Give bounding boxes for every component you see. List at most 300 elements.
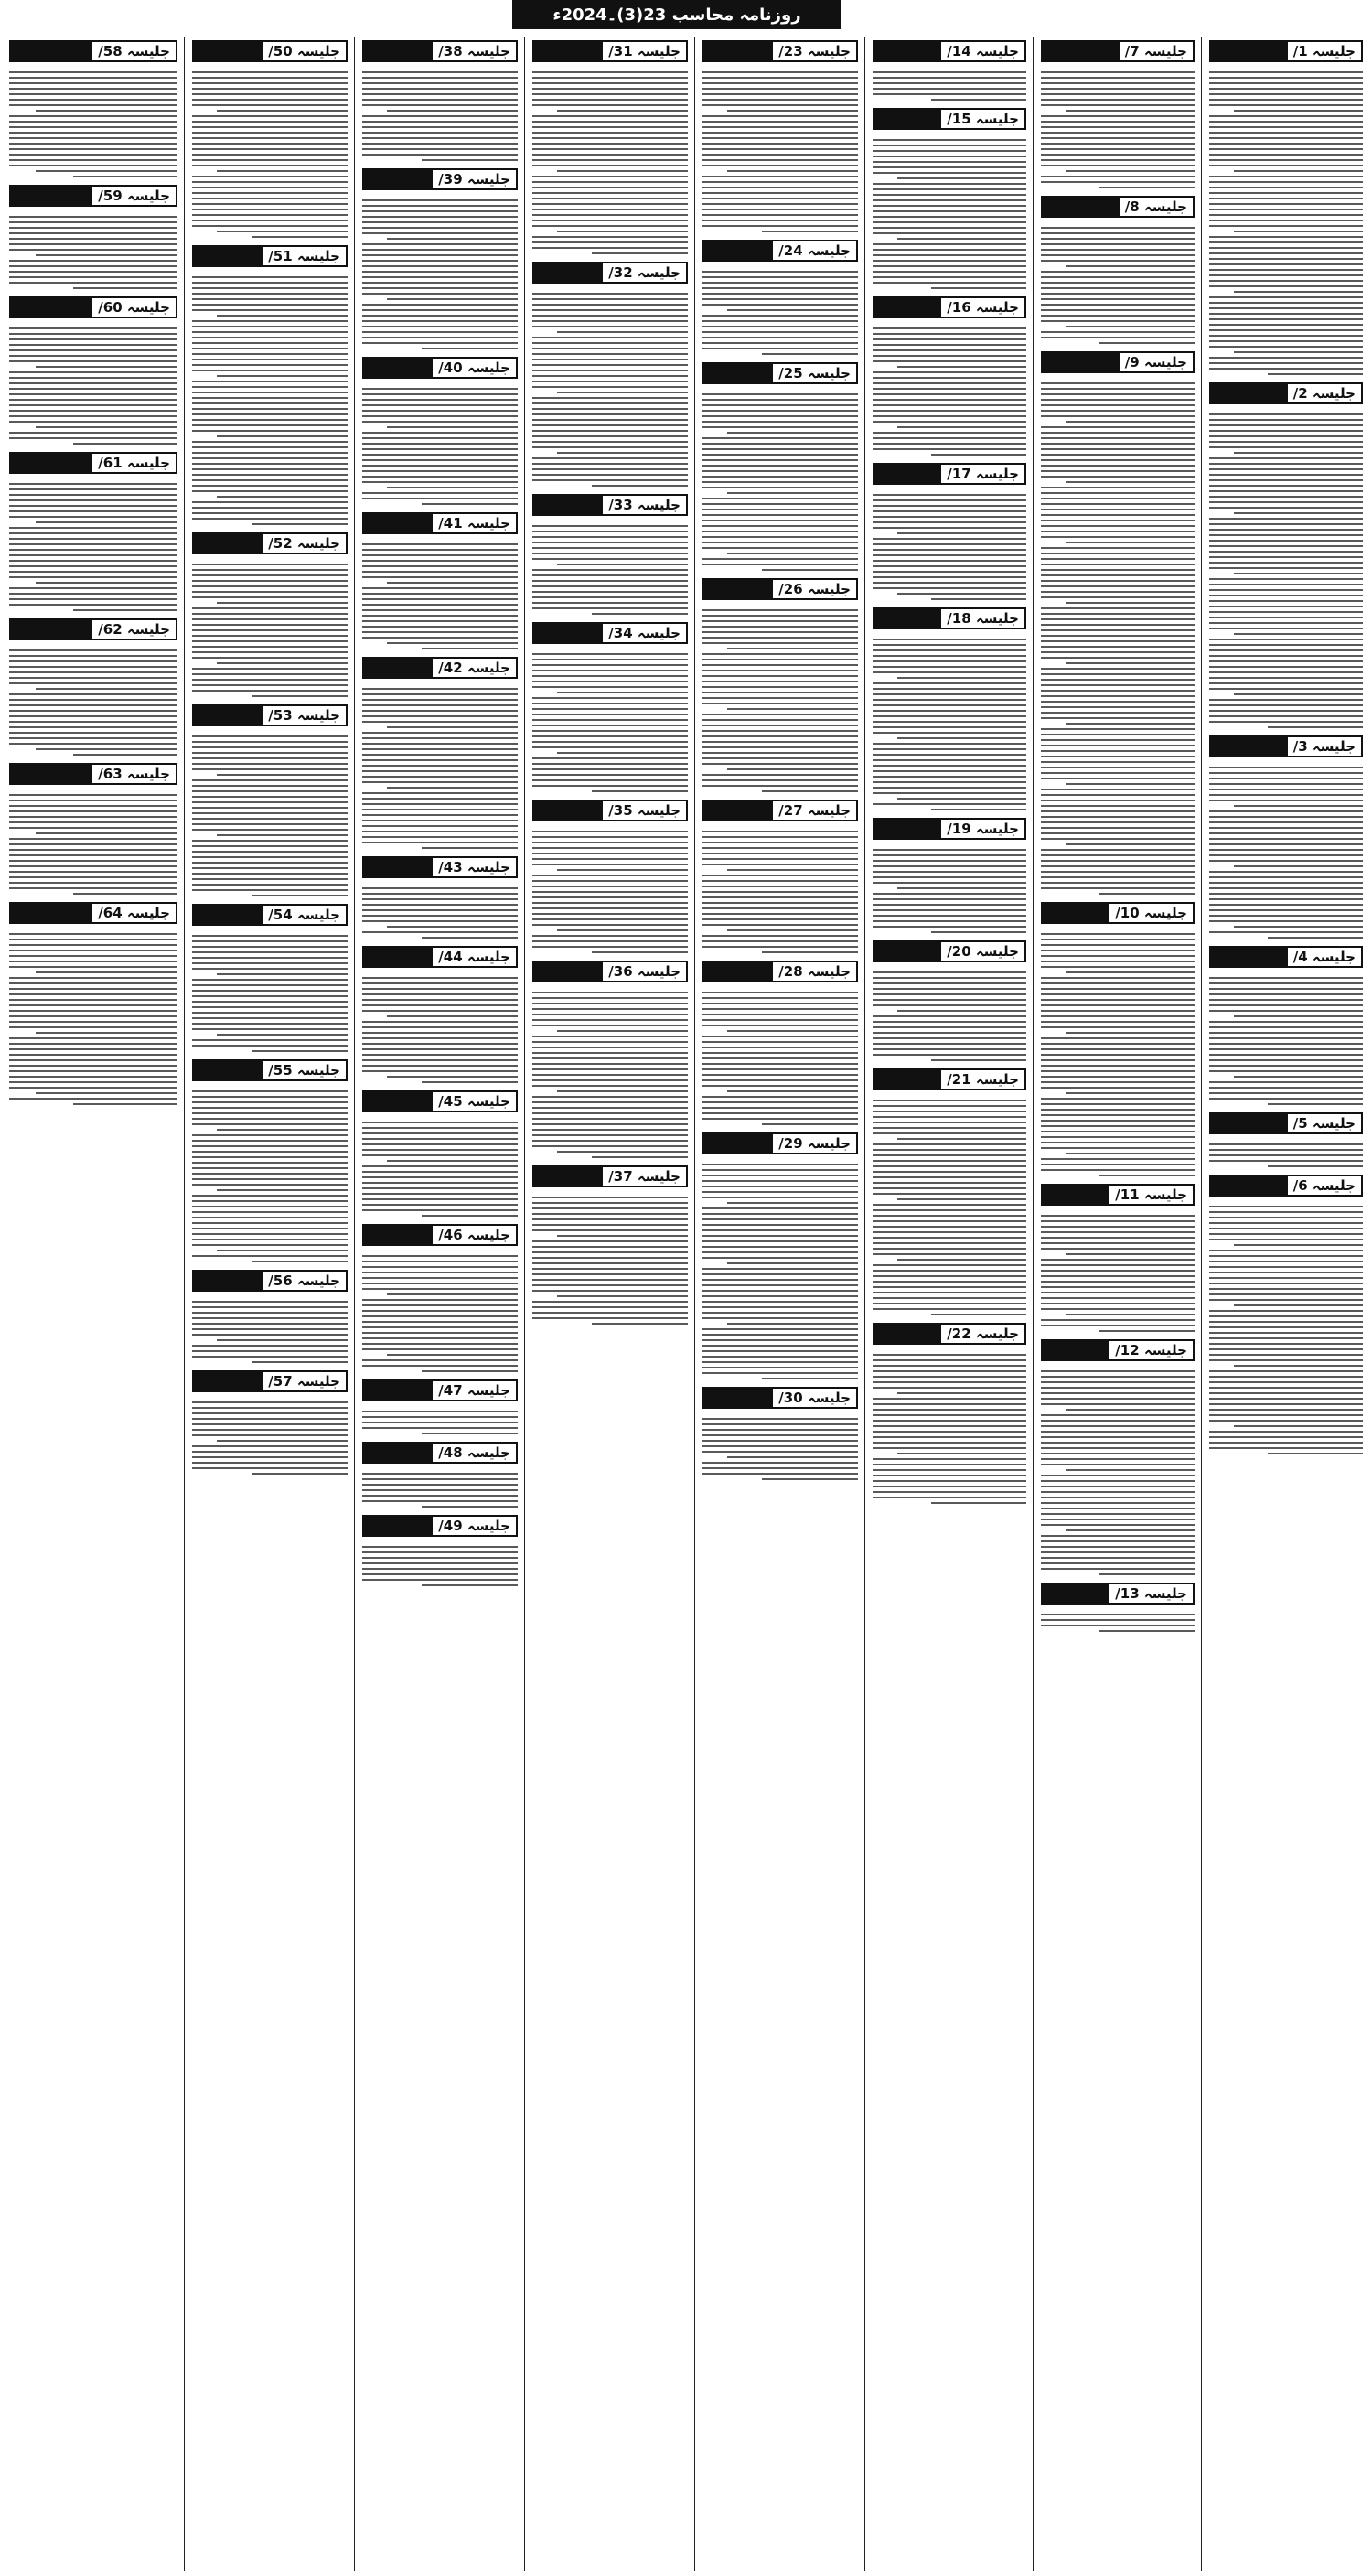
article-header [532, 262, 688, 284]
article-body [532, 988, 688, 1162]
article-label: جلیسہ 58/ [91, 40, 177, 62]
article-label: جلیسہ 30/ [771, 1387, 858, 1409]
header-bar-decoration [873, 1323, 939, 1345]
article-header [9, 296, 177, 318]
article-header [362, 40, 518, 62]
article-body [192, 1087, 348, 1266]
article-label: جلیسہ 50/ [261, 40, 348, 62]
article-label: جلیسہ 8/ [1118, 196, 1195, 218]
article-header [362, 1442, 518, 1464]
column-8 [7, 37, 179, 2571]
article [362, 1442, 518, 1511]
article-label: جلیسہ 57/ [261, 1370, 348, 1392]
header-bar-decoration [1041, 1184, 1108, 1206]
header-bar-decoration [9, 296, 91, 318]
article-body [532, 827, 688, 957]
article [1209, 735, 1363, 942]
article-body [1209, 68, 1363, 379]
article [702, 800, 858, 957]
article-body [362, 384, 518, 509]
article [702, 240, 858, 359]
article-label: جلیسہ 1/ [1286, 40, 1363, 62]
article-body [1209, 410, 1363, 732]
article [1041, 1339, 1195, 1579]
column-3 [871, 37, 1028, 2571]
article [873, 296, 1026, 459]
newspaper-masthead [512, 0, 841, 29]
header-bar-decoration [362, 946, 431, 968]
article-label: جلیسہ 14/ [939, 40, 1026, 62]
article-body [1041, 1367, 1195, 1579]
article-header [1209, 1175, 1363, 1197]
article-label: جلیسہ 2/ [1286, 382, 1363, 404]
article-body [362, 1118, 518, 1220]
article [532, 800, 688, 957]
article-body [192, 931, 348, 1056]
header-bar-decoration [532, 262, 601, 284]
article-header [1209, 946, 1363, 968]
article [9, 618, 177, 759]
article-header [702, 40, 858, 62]
article [702, 1132, 858, 1383]
article-header [873, 463, 1026, 485]
header-bar-decoration [9, 902, 91, 924]
header-bar-decoration [1209, 382, 1286, 404]
column-divider [524, 37, 525, 2571]
article-body [873, 68, 1026, 104]
article-body [532, 1193, 688, 1328]
article [362, 1090, 518, 1220]
article [362, 1379, 518, 1438]
header-bar-decoration [192, 1270, 261, 1292]
article-header [362, 1224, 518, 1246]
header-bar-decoration [9, 452, 91, 474]
article-label: جلیسہ 47/ [431, 1379, 518, 1401]
article [1209, 40, 1363, 379]
article-header [192, 245, 348, 267]
article-label: جلیسہ 42/ [431, 657, 518, 679]
header-bar-decoration [1209, 1175, 1286, 1197]
article-header [532, 961, 688, 982]
article [362, 1515, 518, 1590]
article-header [873, 940, 1026, 962]
header-bar-decoration [1041, 351, 1118, 373]
header-bar-decoration [192, 40, 261, 62]
article-header [873, 818, 1026, 840]
article-header [362, 357, 518, 379]
article-label: جلیسہ 15/ [939, 108, 1026, 130]
article-header [873, 1068, 1026, 1090]
article-label: جلیسہ 3/ [1286, 735, 1363, 757]
article-label: جلیسہ 53/ [261, 704, 348, 726]
article-header [532, 40, 688, 62]
article-label: جلیسہ 23/ [771, 40, 858, 62]
article-label: جلیسہ 52/ [261, 532, 348, 554]
column-divider [864, 37, 865, 2571]
header-bar-decoration [532, 622, 601, 644]
article-body [1209, 1140, 1363, 1171]
article-label: جلیسہ 43/ [431, 856, 518, 878]
column-2 [1039, 37, 1196, 2571]
header-bar-decoration [532, 800, 601, 821]
article [9, 902, 177, 1109]
header-bar-decoration [873, 40, 939, 62]
article-body [362, 884, 518, 942]
article-label: جلیسہ 51/ [261, 245, 348, 267]
article-header [362, 1379, 518, 1401]
header-bar-decoration [873, 940, 939, 962]
article-body [702, 267, 858, 359]
article-header [1041, 196, 1195, 218]
article [702, 961, 858, 1129]
article-header [873, 108, 1026, 130]
header-bar-decoration [873, 818, 939, 840]
article-body [1209, 1202, 1363, 1458]
header-bar-decoration [192, 245, 261, 267]
article-label: جلیسہ 60/ [91, 296, 177, 318]
article-label: جلیسہ 17/ [939, 463, 1026, 485]
article-body [1041, 68, 1195, 192]
header-bar-decoration [873, 1068, 939, 1090]
article-body [532, 289, 688, 490]
column-divider [694, 37, 695, 2571]
article-label: جلیسہ 21/ [939, 1068, 1026, 1090]
header-bar-decoration [702, 578, 771, 600]
article-header [192, 40, 348, 62]
article-header [1209, 40, 1363, 62]
article-label: جلیسہ 59/ [91, 185, 177, 207]
article-label: جلیسہ 6/ [1286, 1175, 1363, 1197]
article [873, 40, 1026, 104]
header-bar-decoration [873, 463, 939, 485]
article-label: جلیسہ 64/ [91, 902, 177, 924]
article [192, 532, 348, 701]
article-body [362, 973, 518, 1087]
header-bar-decoration [702, 1132, 771, 1154]
article-body [192, 1297, 348, 1367]
header-bar-decoration [702, 240, 771, 262]
article [9, 40, 177, 181]
article [702, 1387, 858, 1484]
header-bar-decoration [873, 108, 939, 130]
article-header [702, 800, 858, 821]
column-1 [1207, 37, 1365, 2571]
article-body [702, 68, 858, 236]
article-label: جلیسہ 54/ [261, 904, 348, 926]
header-bar-decoration [9, 185, 91, 207]
article-label: جلیسہ 36/ [601, 961, 688, 982]
article-body [9, 68, 177, 181]
article-body [9, 479, 177, 615]
header-bar-decoration [1041, 1583, 1108, 1605]
article-body [9, 790, 177, 898]
column-6 [360, 37, 520, 2571]
article-body [702, 606, 858, 796]
article-body [9, 212, 177, 293]
article-body [192, 560, 348, 701]
article-label: جلیسہ 35/ [601, 800, 688, 821]
article-body [362, 684, 518, 853]
article-body [1041, 1610, 1195, 1636]
header-bar-decoration [532, 1165, 601, 1187]
header-bar-decoration [702, 362, 771, 384]
article-label: جلیسہ 40/ [431, 357, 518, 379]
article-header [1209, 1112, 1363, 1134]
article-label: جلیسہ 18/ [939, 607, 1026, 629]
article [1041, 902, 1195, 1180]
article-body [532, 521, 688, 618]
article-body [702, 1414, 858, 1484]
article-label: جلیسہ 56/ [261, 1270, 348, 1292]
header-bar-decoration [1041, 196, 1118, 218]
header-bar-decoration [362, 657, 431, 679]
article-header [362, 856, 518, 878]
article-body [1209, 763, 1363, 942]
header-bar-decoration [362, 856, 431, 878]
article-header [192, 1059, 348, 1081]
header-bar-decoration [192, 532, 261, 554]
article-header [1209, 382, 1363, 404]
article-body [1041, 223, 1195, 348]
column-divider [1033, 37, 1034, 2571]
article-header [532, 622, 688, 644]
article-header [362, 512, 518, 534]
header-bar-decoration [532, 40, 601, 62]
article [192, 40, 348, 242]
header-bar-decoration [873, 607, 939, 629]
article [192, 1270, 348, 1367]
article [362, 1224, 518, 1376]
header-bar-decoration [362, 1224, 431, 1246]
article-header [1041, 1184, 1195, 1206]
article-label: جلیسہ 55/ [261, 1059, 348, 1081]
article-header [9, 185, 177, 207]
article-label: جلیسہ 32/ [601, 262, 688, 284]
article-body [873, 135, 1026, 293]
header-bar-decoration [192, 904, 261, 926]
article-body [9, 324, 177, 448]
article-body [873, 1350, 1026, 1508]
article-label: جلیسہ 27/ [771, 800, 858, 821]
article-body [1209, 973, 1363, 1109]
article [1209, 382, 1363, 732]
article-label: جلیسہ 9/ [1118, 351, 1195, 373]
header-bar-decoration [192, 1370, 261, 1392]
article-header [192, 532, 348, 554]
article-header [362, 946, 518, 968]
article [1041, 1184, 1195, 1336]
header-bar-decoration [362, 357, 431, 379]
article [192, 1059, 348, 1266]
article [702, 40, 858, 236]
article-body [1041, 379, 1195, 898]
article-body [9, 929, 177, 1109]
article-label: جلیسہ 29/ [771, 1132, 858, 1154]
article-body [1041, 1211, 1195, 1336]
article-body [192, 68, 348, 242]
article-body [362, 68, 518, 165]
article-header [702, 362, 858, 384]
masthead-title: روزنامہ محاسب 23(3)۔2024ء [552, 5, 801, 25]
column-7 [190, 37, 349, 2571]
article-label: جلیسہ 48/ [431, 1442, 518, 1464]
article [362, 946, 518, 1087]
article-label: جلیسہ 38/ [431, 40, 518, 62]
article [873, 1068, 1026, 1319]
article-body [873, 1096, 1026, 1319]
article-header [362, 1090, 518, 1112]
header-bar-decoration [1209, 735, 1286, 757]
article-header [192, 1370, 348, 1392]
article-label: جلیسہ 13/ [1108, 1583, 1195, 1605]
article [532, 494, 688, 618]
article-label: جلیسہ 10/ [1108, 902, 1195, 924]
article-header [1041, 351, 1195, 373]
article [1041, 351, 1195, 898]
article-label: جلیسہ 4/ [1286, 946, 1363, 968]
article-label: جلیسہ 49/ [431, 1515, 518, 1537]
article [192, 245, 348, 529]
column-divider [354, 37, 355, 2571]
article-body [873, 324, 1026, 459]
article [362, 168, 518, 353]
column-5 [531, 37, 690, 2571]
article [873, 940, 1026, 1065]
header-bar-decoration [702, 1387, 771, 1409]
article-body [1041, 929, 1195, 1180]
article-header [192, 704, 348, 726]
article [1041, 40, 1195, 192]
article-header [873, 1323, 1026, 1345]
article-header [362, 168, 518, 190]
article-label: جلیسہ 39/ [431, 168, 518, 190]
article [9, 763, 177, 898]
article [192, 1370, 348, 1478]
article [702, 578, 858, 796]
article-label: جلیسہ 63/ [91, 763, 177, 785]
article-label: جلیسہ 20/ [939, 940, 1026, 962]
article-header [532, 1165, 688, 1187]
article-label: جلیسہ 22/ [939, 1323, 1026, 1345]
article [873, 607, 1026, 814]
header-bar-decoration [532, 494, 601, 516]
article [873, 463, 1026, 604]
header-bar-decoration [702, 961, 771, 982]
header-bar-decoration [192, 704, 261, 726]
article-label: جلیسہ 26/ [771, 578, 858, 600]
header-bar-decoration [532, 961, 601, 982]
column-divider [1201, 37, 1202, 2571]
article-body [532, 649, 688, 796]
header-bar-decoration [1209, 1112, 1286, 1134]
article-label: جلیسہ 25/ [771, 362, 858, 384]
article [1041, 1583, 1195, 1636]
article [1209, 1112, 1363, 1171]
article-label: جلیسہ 12/ [1108, 1339, 1195, 1361]
article-header [9, 452, 177, 474]
article-body [192, 273, 348, 529]
article [532, 40, 688, 258]
article-header [1041, 902, 1195, 924]
article [532, 262, 688, 490]
article-label: جلیسہ 62/ [91, 618, 177, 640]
article [873, 108, 1026, 293]
article-body [532, 68, 688, 258]
article-body [873, 490, 1026, 604]
article-label: جلیسہ 41/ [431, 512, 518, 534]
article-header [702, 961, 858, 982]
article-header [1041, 1339, 1195, 1361]
article-header [1041, 1583, 1195, 1605]
header-bar-decoration [1209, 946, 1286, 968]
newspaper-page [7, 37, 1365, 2571]
article-header [9, 763, 177, 785]
article-body [873, 968, 1026, 1065]
article-body [702, 988, 858, 1129]
article [532, 961, 688, 1162]
article [362, 856, 518, 942]
column-divider [184, 37, 185, 2571]
article [9, 452, 177, 615]
article-label: جلیسہ 61/ [91, 452, 177, 474]
header-bar-decoration [362, 1442, 431, 1464]
article-header [1209, 735, 1363, 757]
article-body [873, 635, 1026, 814]
article-header [702, 240, 858, 262]
article-label: جلیسہ 5/ [1286, 1112, 1363, 1134]
article-label: جلیسہ 34/ [601, 622, 688, 644]
article [873, 1323, 1026, 1508]
article [873, 818, 1026, 937]
article-body [702, 827, 858, 957]
article [362, 657, 518, 853]
article-header [192, 1270, 348, 1292]
header-bar-decoration [702, 800, 771, 821]
article-header [873, 296, 1026, 318]
header-bar-decoration [362, 1515, 431, 1537]
header-bar-decoration [702, 40, 771, 62]
header-bar-decoration [1041, 1339, 1108, 1361]
article [1209, 1175, 1363, 1458]
article-label: جلیسہ 44/ [431, 946, 518, 968]
header-bar-decoration [192, 1059, 261, 1081]
article-header [702, 578, 858, 600]
article [532, 622, 688, 796]
article [192, 904, 348, 1056]
article [1041, 196, 1195, 348]
article-body [362, 1251, 518, 1376]
article-body [362, 1469, 518, 1511]
article-header [9, 902, 177, 924]
header-bar-decoration [9, 40, 91, 62]
article-label: جلیسہ 46/ [431, 1224, 518, 1246]
article-body [702, 1160, 858, 1383]
header-bar-decoration [362, 1379, 431, 1401]
article-body [192, 1398, 348, 1478]
header-bar-decoration [362, 40, 431, 62]
article-body [9, 646, 177, 759]
header-bar-decoration [1209, 40, 1286, 62]
article-header [362, 657, 518, 679]
article-header [702, 1132, 858, 1154]
header-bar-decoration [362, 168, 431, 190]
header-bar-decoration [1041, 902, 1108, 924]
header-bar-decoration [9, 618, 91, 640]
header-bar-decoration [1041, 40, 1118, 62]
article [532, 1165, 688, 1328]
article [362, 357, 518, 509]
article-label: جلیسہ 28/ [771, 961, 858, 982]
